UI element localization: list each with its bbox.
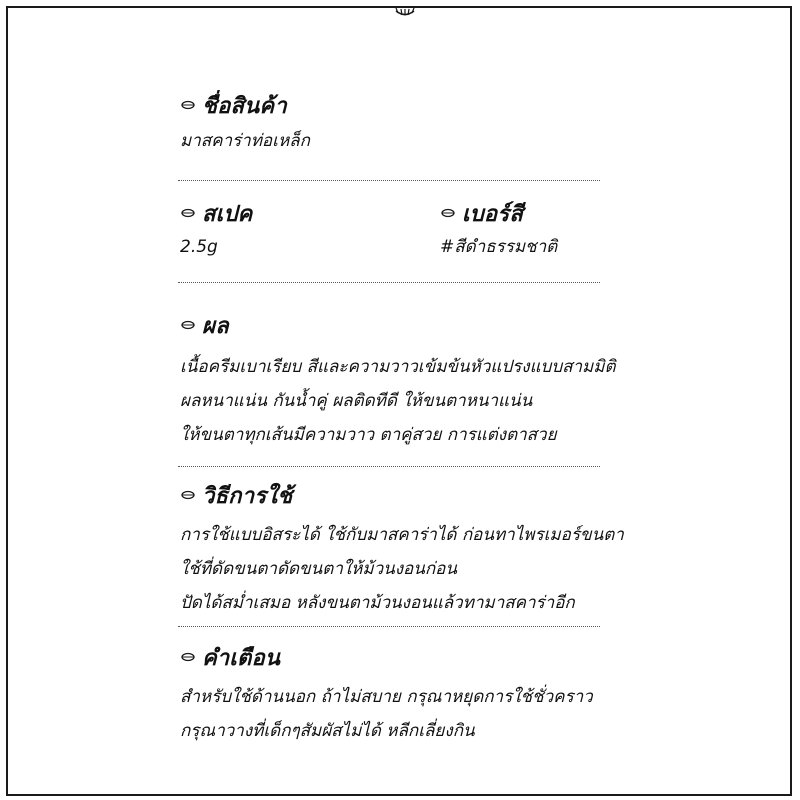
usage-line: ใช้ที่ดัดขนตาดัดขนตาให้ม้วนงอนก่อน: [180, 559, 457, 579]
product-heading-text: ชื่อสินค้า: [202, 93, 287, 119]
product-section: [180, 90, 600, 158]
effect-line: ให้ขนตาทุกเส้นมีความวาว ตาคู่สวย การแต่งตาสวย: [180, 425, 557, 445]
leaf-bullet-icon: [440, 207, 456, 219]
spec-heading-text: สเปค: [202, 201, 253, 227]
usage-line: การใช้แบบอิสระได้ ใช้กับมาสคาร่าได้ ก่อนทาไพรเมอร์ขนตา: [180, 525, 624, 545]
spec-heading: [180, 198, 252, 228]
spec-column: [180, 198, 252, 264]
product-heading: [180, 90, 600, 120]
shade-heading: [440, 198, 557, 228]
warning-heading-text: คำเตือน: [202, 645, 281, 671]
usage-heading-text: วิธีการใช้: [202, 483, 293, 509]
warning-line: กรุณาวางที่เด็กๆสัมผัสไม่ได้ หลีกเลี่ยงกิน: [180, 721, 475, 741]
leaf-bullet-icon: [180, 651, 196, 663]
effect-line: ผลหนาแน่น กันน้ำคู่ ผลติดทีดี ให้ขนตาหนาแน่น: [180, 391, 533, 411]
effect-heading-text: ผล: [202, 313, 229, 339]
usage-body: [180, 518, 624, 620]
divider: [178, 466, 600, 467]
warning-section: [180, 642, 600, 748]
eyelash-icon: [394, 6, 416, 20]
warning-heading: [180, 642, 600, 672]
effect-body: [180, 350, 616, 452]
leaf-bullet-icon: [180, 99, 196, 111]
product-value: มาสคาร่าท่อเหล็ก: [180, 131, 310, 151]
divider: [178, 180, 600, 181]
effect-section: [180, 310, 616, 452]
spec-value: 2.5g: [180, 237, 218, 257]
usage-line: ปัดได้สม่ำเสมอ หลังขนตาม้วนงอนแล้วทามาสคาร่าอีก: [180, 593, 575, 613]
usage-heading: [180, 480, 600, 510]
shade-column: [440, 198, 557, 264]
warning-body: [180, 680, 600, 748]
divider: [178, 282, 600, 283]
divider: [178, 626, 600, 627]
leaf-bullet-icon: [180, 489, 196, 501]
effect-line: เนื้อครีมเบาเรียบ สีและความวาวเข้มข้นหัวแปรงแบบสามมิติ: [180, 357, 616, 377]
leaf-bullet-icon: [180, 319, 196, 331]
spec-shade-section: [180, 198, 620, 278]
effect-heading: [180, 310, 600, 340]
shade-value: #สีดำธรรมชาติ: [440, 237, 558, 257]
usage-section: [180, 480, 624, 620]
warning-line: สำหรับใช้ด้านนอก ถ้าไม่สบาย กรุณาหยุดการใช้ชั่วคราว: [180, 687, 593, 707]
leaf-bullet-icon: [180, 207, 196, 219]
shade-heading-text: เบอร์สี: [462, 201, 523, 227]
